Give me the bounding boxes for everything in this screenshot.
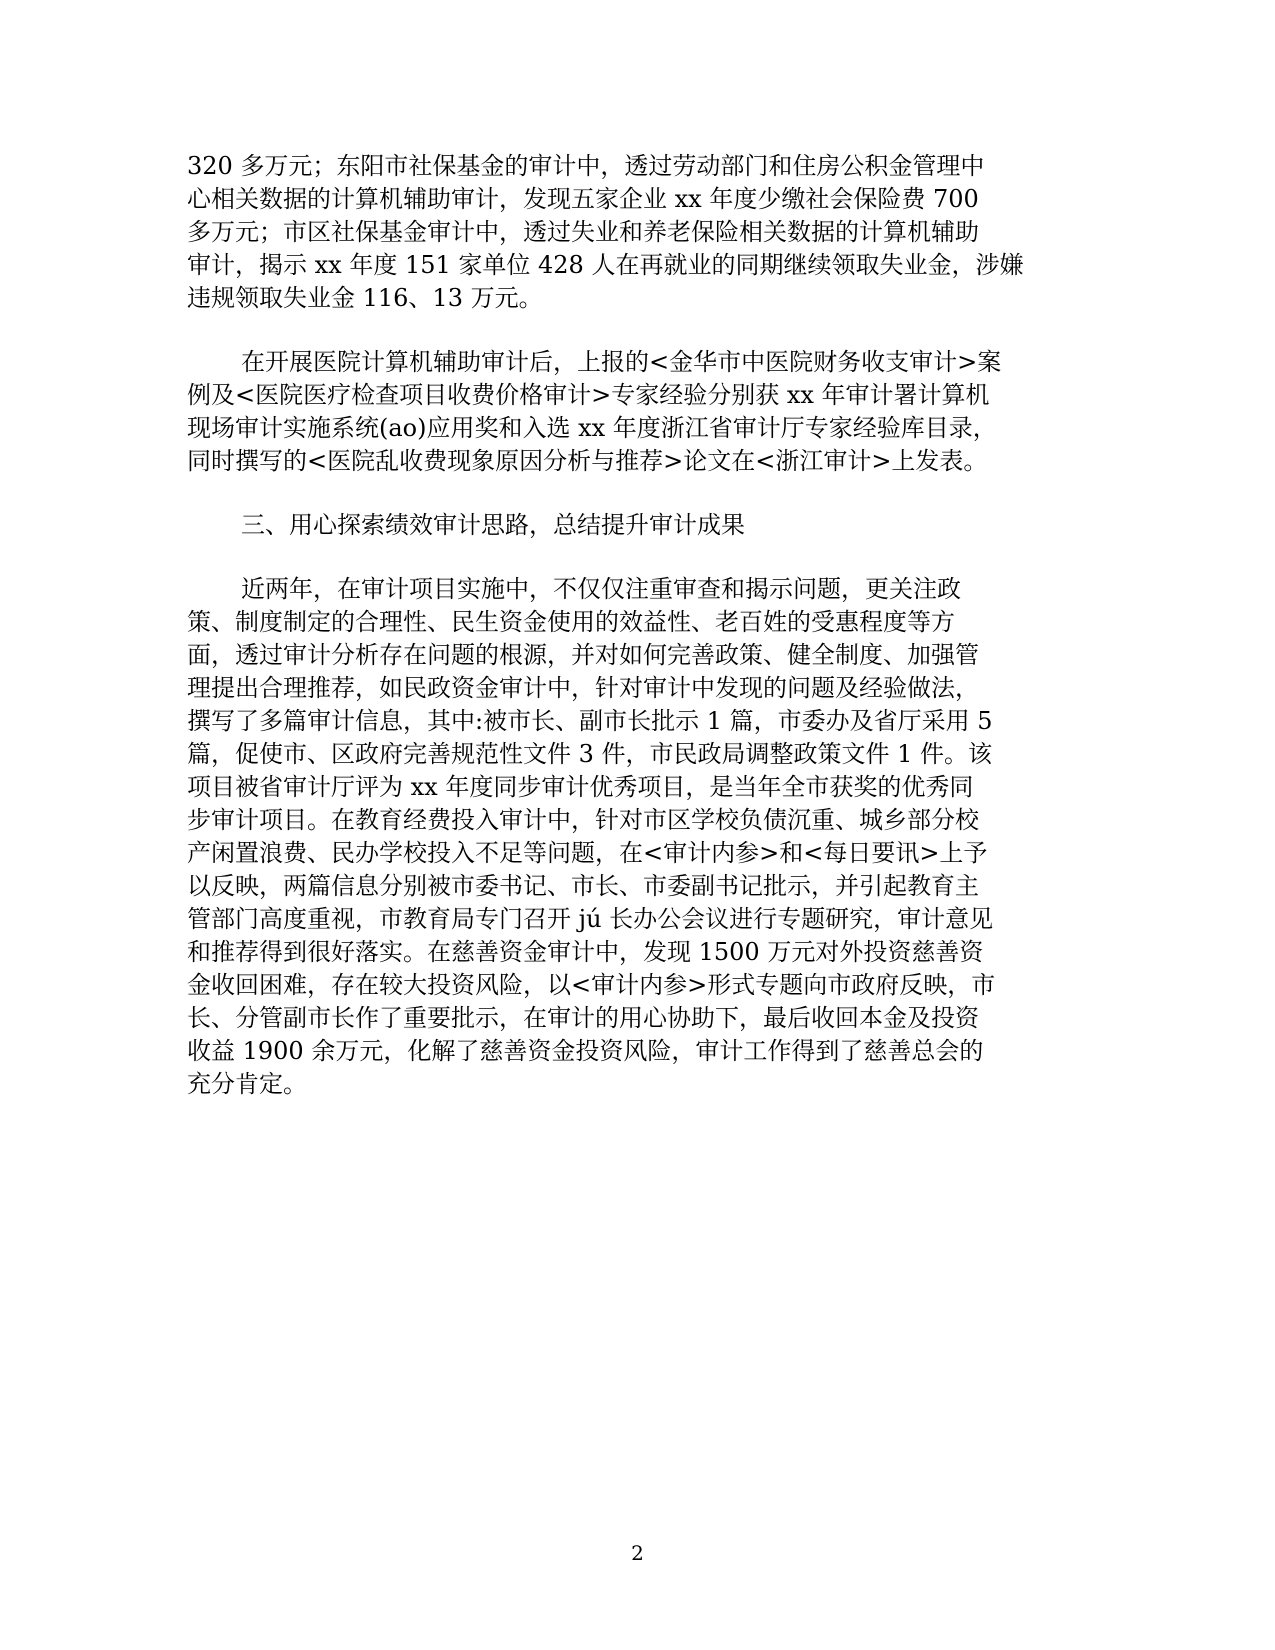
text-line: 在开展医院计算机辅助审计后，上报的<金华市中医院财务收支审计>案 — [241, 348, 1002, 376]
text-line: 长、分管副市长作了重要批示，在审计的用心协助下，最后收回本金及投资 — [187, 1004, 979, 1032]
paragraph-social-security — [187, 150, 1067, 315]
text-line: 产闲置浪费、民办学校投入不足等问题，在<审计内参>和<每日要讯>上予 — [187, 839, 988, 867]
text-line: 以反映，两篇信息分别被市委书记、市长、市委副书记批示，并引起教育主 — [187, 872, 979, 900]
document-body — [187, 150, 1067, 1132]
text-line: 近两年，在审计项目实施中，不仅仅注重审查和揭示问题，更关注政 — [241, 575, 961, 603]
paragraph-performance-audit — [187, 573, 1067, 1101]
section-heading-text: 三、用心探索绩效审计思路，总结提升审计成果 — [241, 511, 745, 539]
paragraph-hospital-audit — [187, 346, 1067, 478]
text-line: 金收回困难，存在较大投资风险，以<审计内参>形式专题向市政府反映，市 — [187, 971, 996, 999]
text-line: 违规领取失业金 116、13 万元。 — [187, 284, 543, 312]
section-heading — [187, 509, 1067, 542]
text-line: 撰写了多篇审计信息，其中:被市长、副市长批示 1 篇，市委办及省厅采用 5 — [187, 707, 993, 735]
text-line: 面，透过审计分析存在问题的根源，并对如何完善政策、健全制度、加强管 — [187, 641, 979, 669]
text-line: 篇，促使市、区政府完善规范性文件 3 件，市民政局调整政策文件 1 件。该 — [187, 740, 993, 768]
text-line: 心相关数据的计算机辅助审计，发现五家企业 xx 年度少缴社会保险费 700 — [187, 185, 979, 213]
text-line: 同时撰写的<医院乱收费现象原因分析与推荐>论文在<浙江审计>上发表。 — [187, 447, 988, 475]
text-line: 320 多万元；东阳市社保基金的审计中，透过劳动部门和住房公积金管理中 — [187, 152, 985, 180]
text-line: 项目被省审计厅评为 xx 年度同步审计优秀项目，是当年全市获奖的优秀同 — [187, 773, 974, 801]
text-line: 现场审计实施系统(ao)应用奖和入选 xx 年度浙江省审计厅专家经验库目录， — [187, 414, 997, 442]
text-line: 和推荐得到很好落实。在慈善资金审计中，发现 1500 万元对外投资慈善资 — [187, 938, 984, 966]
text-line: 收益 1900 余万元，化解了慈善资金投资风险，审计工作得到了慈善总会的 — [187, 1037, 984, 1065]
page-number: 2 — [631, 1541, 644, 1565]
text-line: 审计，揭示 xx 年度 151 家单位 428 人在再就业的同期继续领取失业金，涉嫌 — [187, 251, 1024, 279]
text-line: 步审计项目。在教育经费投入审计中，针对市区学校负债沉重、城乡部分校 — [187, 806, 979, 834]
text-line: 管部门高度重视，市教育局专门召开 jú 长办公会议进行专题研究，审计意见 — [187, 905, 994, 933]
text-line: 例及<医院医疗检查项目收费价格审计>专家经验分别获 xx 年审计署计算机 — [187, 381, 990, 409]
text-line: 多万元；市区社保基金审计中，透过失业和养老保险相关数据的计算机辅助 — [187, 218, 979, 246]
text-line: 理提出合理推荐，如民政资金审计中，针对审计中发现的问题及经验做法， — [187, 674, 979, 702]
text-line: 策、制度制定的合理性、民生资金使用的效益性、老百姓的受惠程度等方 — [187, 608, 955, 636]
text-line: 充分肯定。 — [187, 1070, 307, 1098]
